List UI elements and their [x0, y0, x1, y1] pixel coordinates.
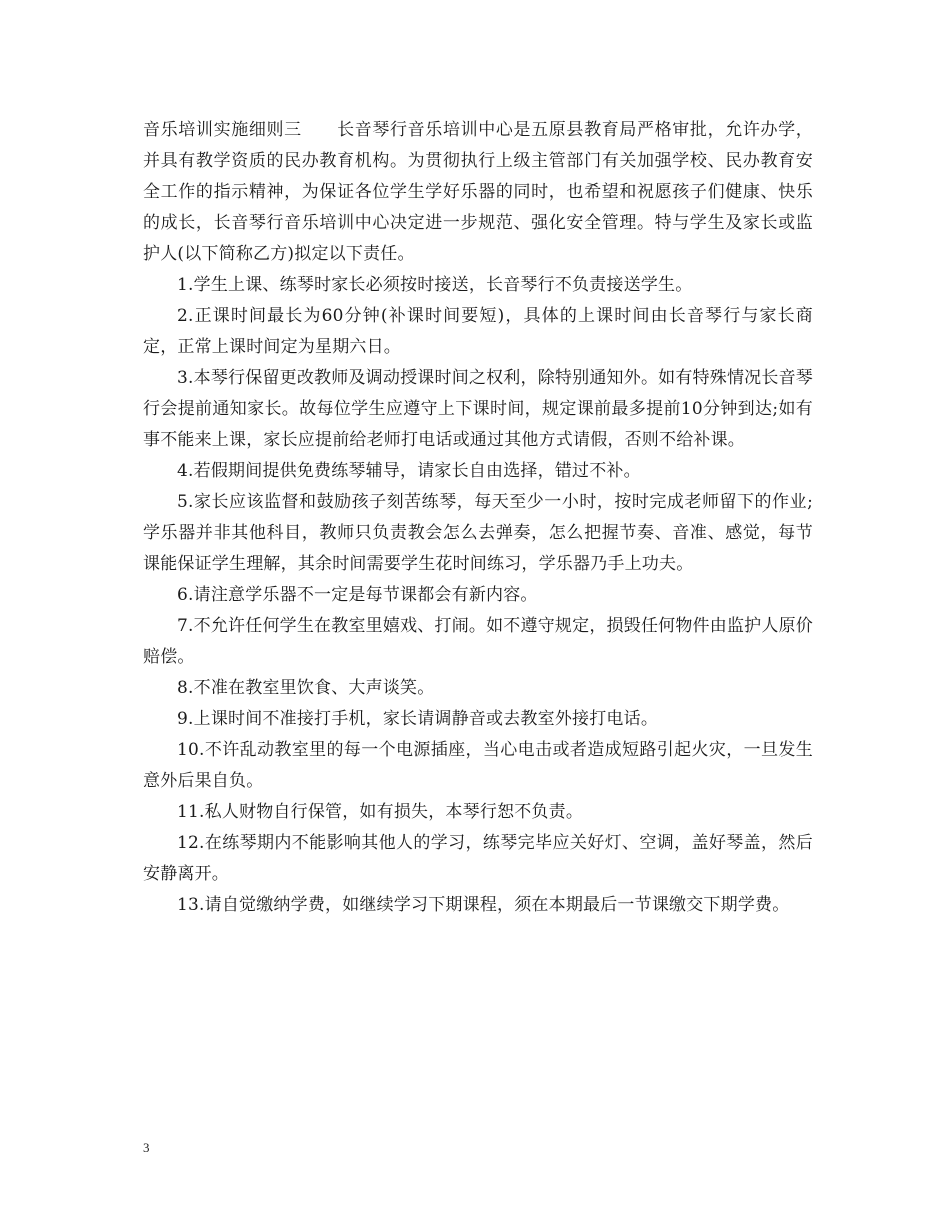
rule-item-3: 3.本琴行保留更改教师及调动授课时间之权利，除特别通知外。如有特殊情况长音琴行会提前通知家长。故每位学生应遵守上下课时间，规定课前最多提前10分钟到达;如有事不能来上课，家长应提前给老师打电话或通过其他方式请假，否则不给补课。 [143, 368, 813, 450]
rule-item-11: 11.私人财物自行保管，如有损失，本琴行恕不负责。 [177, 802, 584, 822]
rule-item-4: 4.若假期间提供免费练琴辅导，请家长自由选择，错过不补。 [177, 461, 641, 481]
rule-item-13: 13.请自觉缴纳学费，如继续学习下期课程，须在本期最后一节课缴交下期学费。 [177, 895, 790, 915]
rule-item-10: 10.不许乱动教室里的每一个电源插座，当心电击或者造成短路引起火灾，一旦发生意外后果自负。 [143, 740, 813, 791]
page-number: 3 [143, 1140, 150, 1155]
rule-item-1: 1.学生上课、练琴时家长必须按时接送，长音琴行不负责接送学生。 [177, 275, 693, 295]
document-body [143, 115, 813, 921]
rule-item-7: 7.不允许任何学生在教室里嬉戏、打闹。如不遵守规定，损毁任何物件由监护人原价赔偿。 [143, 616, 813, 667]
rule-item-5: 5.家长应该监督和鼓励孩子刻苦练琴，每天至少一小时，按时完成老师留下的作业;学乐器并非其他科目，教师只负责教会怎么去弹奏，怎么把握节奏、音准、感觉，每节课能保证学生理解，其余时间需要学生花时间练习，学乐器乃手上功夫。 [143, 492, 813, 574]
rule-item-2: 2.正课时间最长为60分钟(补课时间要短)，具体的上课时间由长音琴行与家长商定，正常上课时间定为星期六日。 [143, 306, 813, 357]
rule-item-12: 12.在练琴期内不能影响其他人的学习，练琴完毕应关好灯、空调，盖好琴盖，然后安静离开。 [143, 833, 813, 884]
rule-item-9: 9.上课时间不准接打手机，家长请调静音或去教室外接打电话。 [177, 709, 659, 729]
rule-item-6: 6.请注意学乐器不一定是每节课都会有新内容。 [177, 585, 538, 605]
intro-paragraph: 音乐培训实施细则三 长音琴行音乐培训中心是五原县教育局严格审批，允许办学，并具有教学资质的民办教育机构。为贯彻执行上级主管部门有关加强学校、民办教育安全工作的指示精神，为保证各位学生学好乐器的同时，也希望和祝愿孩子们健康、快乐的成长，长音琴行音乐培训中心决定进一步规范、强化安全管理。特与学生及家长或监护人(以下简称乙方)拟定以下责任。 [143, 120, 813, 264]
rule-item-8: 8.不准在教室里饮食、大声谈笑。 [177, 678, 435, 698]
